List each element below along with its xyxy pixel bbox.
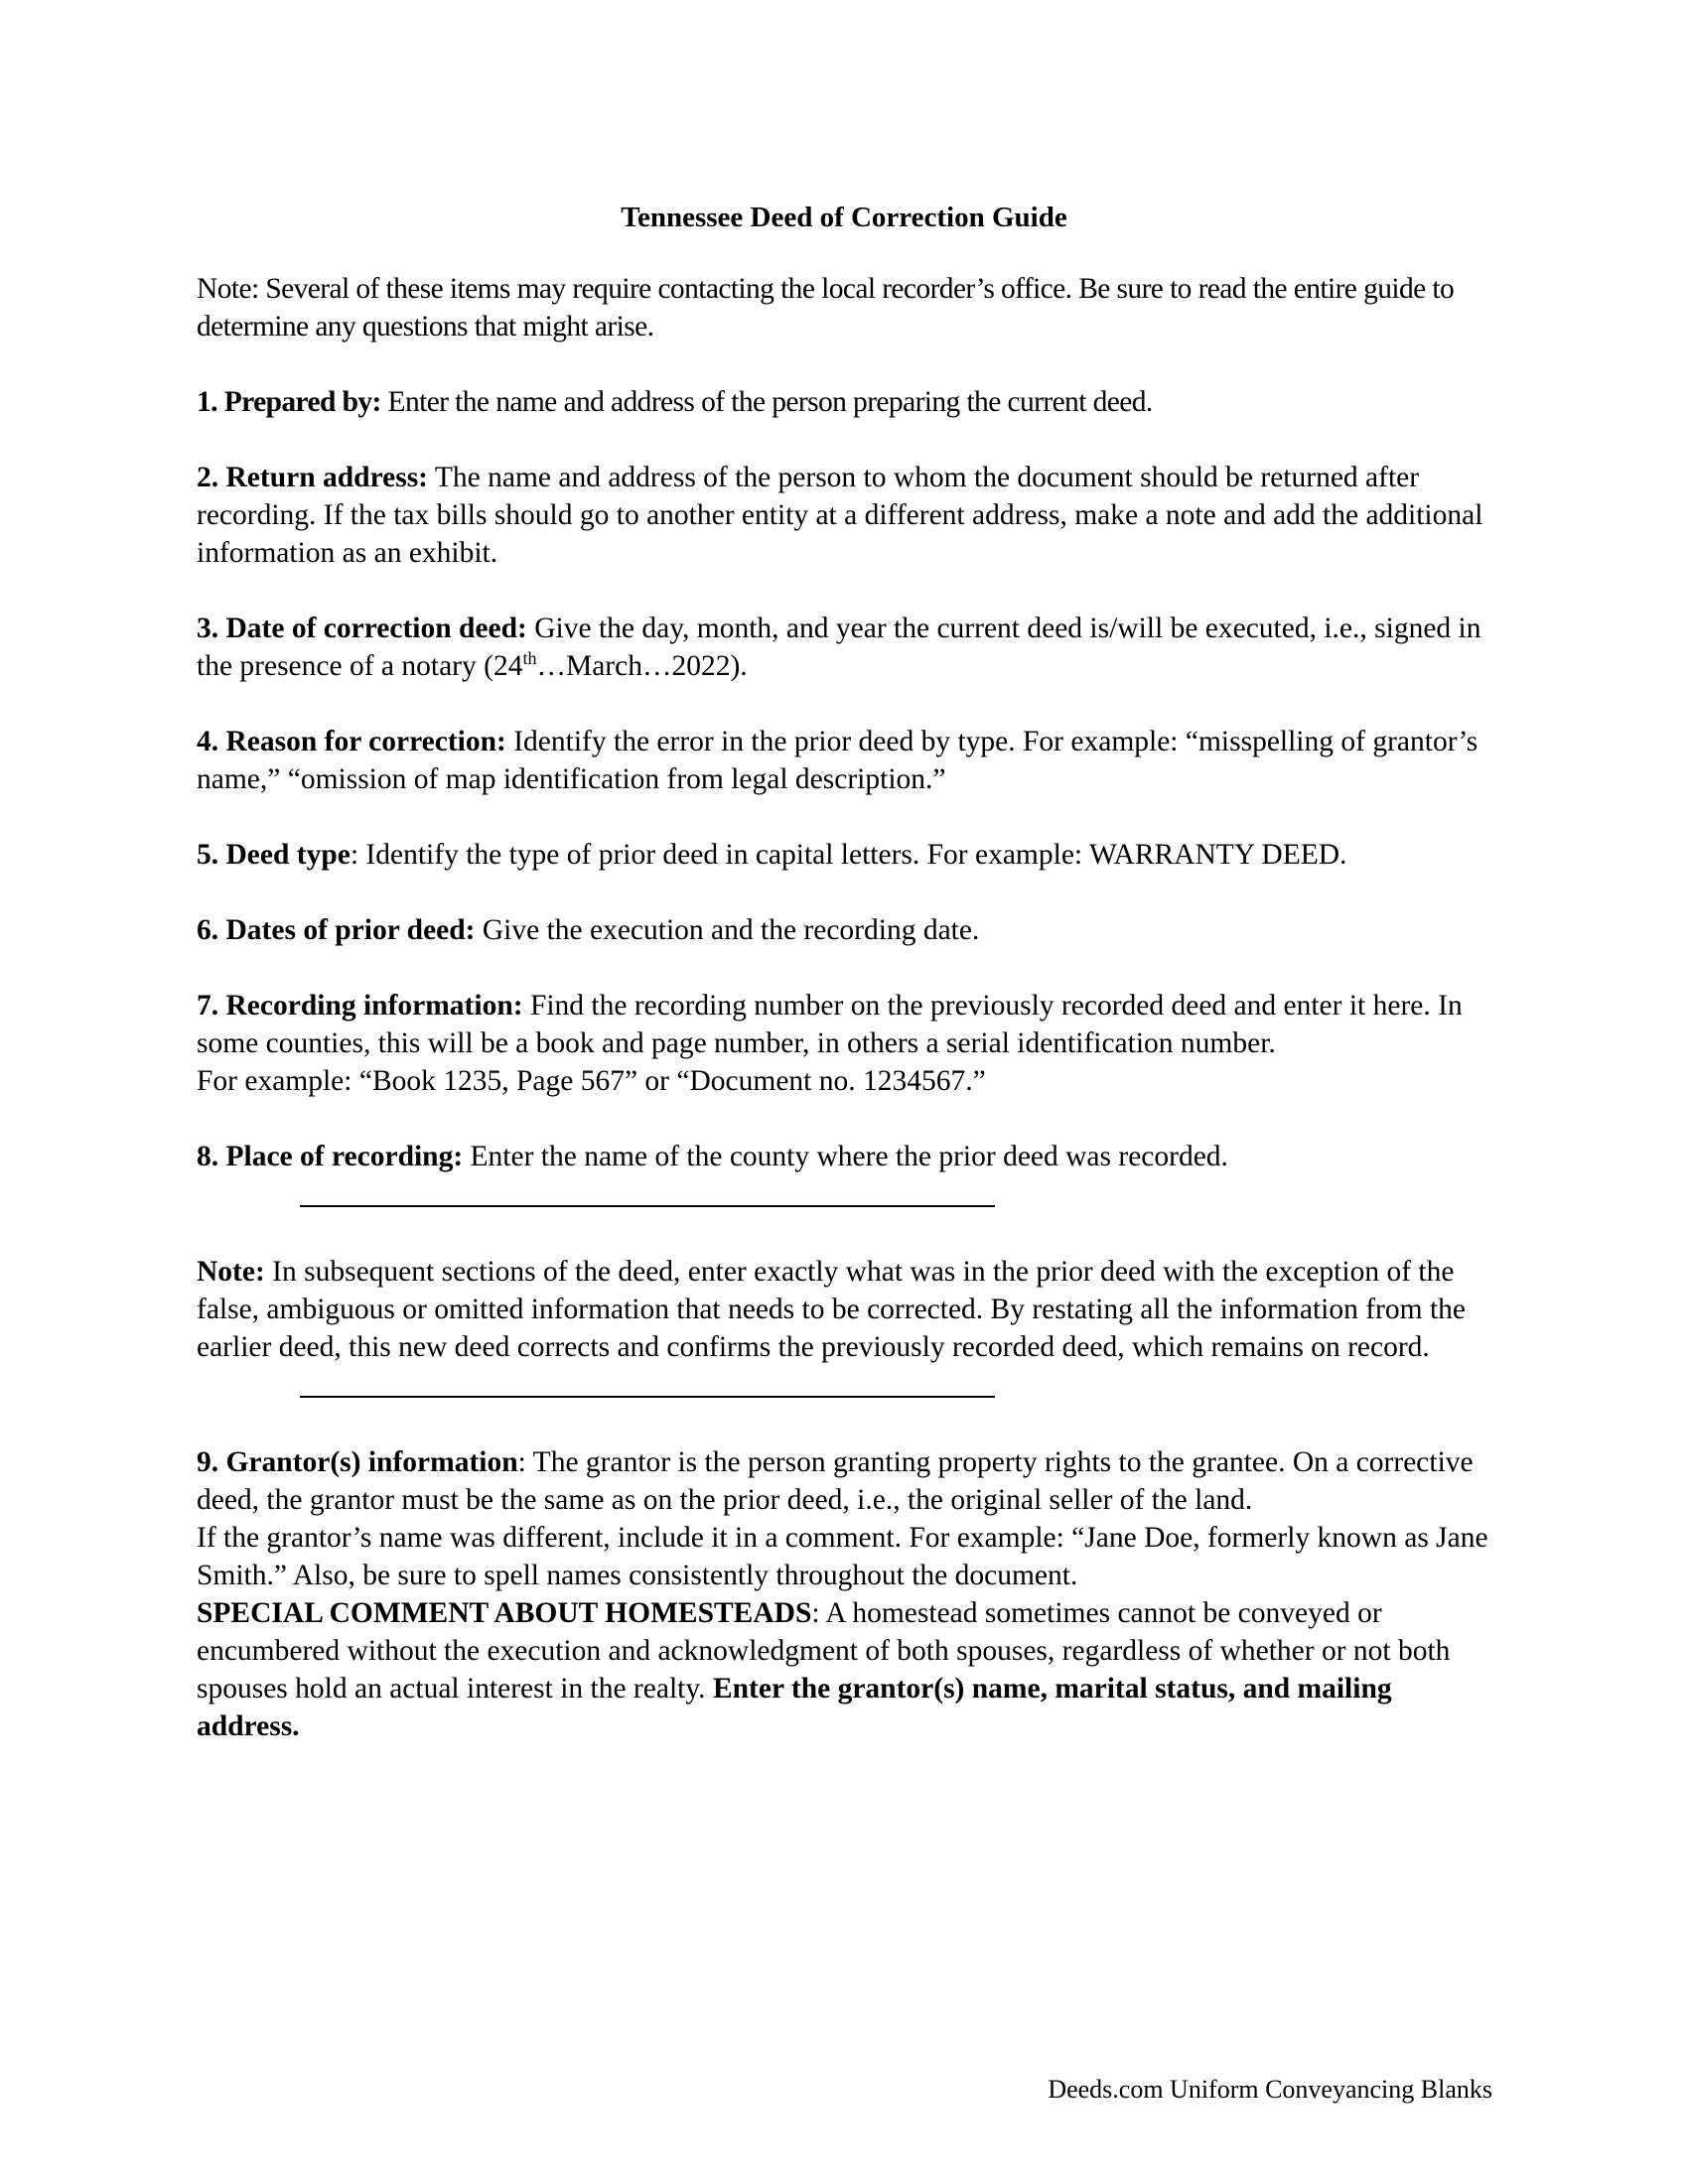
item-text: The name and address of the person to whom the document should be returned after recording. If the tax bills should go to another entity at a different address, make a note and add the additional information as an exhibit.: [197, 462, 1483, 569]
note-section: [197, 1253, 1497, 1366]
divider-line: [300, 1396, 995, 1398]
special-comment-text: : A homestead sometimes cannot be conveyed or encumbered without the execution and acknowledgment of both spouses, regardless of whether or not both spouses hold an actual interest in the realty.: [197, 1597, 1451, 1705]
item-deed-type: [197, 836, 1497, 874]
footer-text: Deeds.com Uniform Conveyancing Blanks: [1048, 2075, 1492, 2104]
item-place-of-recording: [197, 1138, 1497, 1175]
item-text: : The grantor is the person granting property rights to the grantee. On a corrective deed, the grantor must be the same as on the prior deed, i.e., the original seller of the land.: [197, 1446, 1474, 1516]
item-text: : Identify the type of prior deed in capital letters. For example: WARRANTY DEED.: [350, 839, 1347, 871]
item-label: 1. Prepared by:: [197, 386, 381, 418]
item-text: Find the recording number on the previously recorded deed and enter it here. In some counties, this will be a book and page number, in others a serial identification number.: [197, 990, 1463, 1059]
item-label: 3. Date of correction deed:: [197, 613, 527, 644]
item-reason-for-correction: [197, 723, 1497, 798]
document-body: [197, 270, 1497, 1783]
item-label: 2. Return address:: [197, 462, 429, 493]
item-label: 4. Reason for correction:: [197, 726, 506, 757]
intro-note: [197, 270, 1497, 345]
item-text: Identify the error in the prior deed by type. For example: “misspelling of grantor’s name,” “omission of map identification from legal description.”: [197, 726, 1478, 795]
item-label: 8. Place of recording:: [197, 1141, 464, 1172]
item-example: For example: “Book 1235, Page 567” or “Document no. 1234567.”: [197, 1065, 986, 1097]
note-label: Note:: [197, 1256, 265, 1288]
note-text: In subsequent sections of the deed, enter exactly what was in the prior deed with the exception of the false, ambiguous or omitted information that needs to be corrected. By restating all the information from the earlier deed, this new deed corrects and confirms the previously recorded deed, which remains on record.: [197, 1256, 1466, 1363]
intro-text: Note: Several of these items may require contacting the local recorder’s office. Be sure to read the entire guide to determine any questions that might arise.: [197, 273, 1455, 342]
item-recording-information: [197, 987, 1497, 1100]
item-label: 9. Grantor(s) information: [197, 1446, 518, 1478]
item-label: 5. Deed type: [197, 839, 351, 871]
item-text: Give the execution and the recording date.: [475, 914, 980, 946]
item-text-after: …March…2022).: [536, 650, 748, 682]
item-dates-of-prior-deed: [197, 911, 1497, 949]
item-date-of-correction: [197, 610, 1497, 685]
special-comment-label: SPECIAL COMMENT ABOUT HOMESTEADS: [197, 1597, 812, 1629]
item-grantor-information: [197, 1443, 1497, 1745]
item-return-address: [197, 459, 1497, 572]
ordinal-suffix: th: [522, 648, 537, 669]
special-comment-instruction: Enter the grantor(s) name, marital status, and mailing address.: [197, 1673, 1392, 1742]
document-title: Tennessee Deed of Correction Guide: [621, 202, 1067, 233]
item-comment: If the grantor’s name was different, include it in a comment. For example: “Jane Doe, formerly known as Jane Smith.” Also, be sure to spell names consistently throughout the document.: [197, 1522, 1488, 1591]
item-label: 6. Dates of prior deed:: [197, 914, 476, 946]
item-text: Enter the name and address of the person preparing the current deed.: [380, 386, 1153, 418]
item-label: 7. Recording information:: [197, 990, 523, 1022]
item-text: Give the day, month, and year the current deed is/will be executed, i.e., signed in the presence of a notary (24: [197, 613, 1481, 682]
item-prepared-by: [197, 383, 1497, 421]
divider-line: [300, 1205, 995, 1207]
item-text: Enter the name of the county where the prior deed was recorded.: [463, 1141, 1228, 1172]
